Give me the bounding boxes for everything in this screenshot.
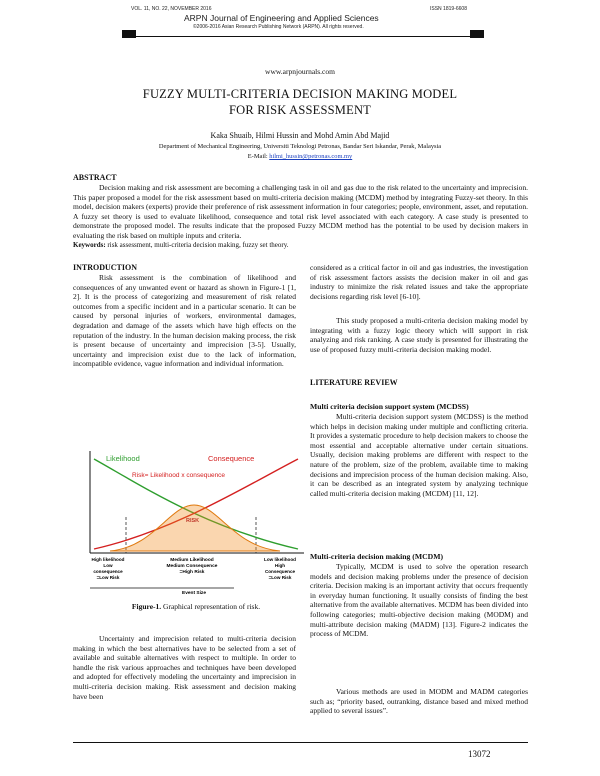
keywords-label: Keywords: [73,241,106,249]
email-link[interactable]: hilmi_hussin@petronas.com.my [269,153,353,160]
paper-title-line2: FOR RISK ASSESSMENT [228,103,372,117]
header-rule [128,36,478,37]
label-right-3: Consequence [264,569,296,574]
label-consequence: Consequence [208,454,255,463]
mcdss-heading: Multi criteria decision support system (MCDSS) [310,402,469,411]
label-left-4: =Low Risk [96,575,120,580]
copyright: ©2006-2016 Asian Research Publishing Network (ARPN). All rights reserved. [193,24,364,30]
mcdm-text-2: Various methods are used in MODM and MADM categories such as; “priority based, outranking, distance based and mixed method applied to several issues”. [310,687,528,716]
introduction-right-paragraph-2: This study proposed a multi-criteria decision making model by integrating with a fuzzy logic theory which will support in risk analyzing and risk ranking. A case study is presented for illustrating the use of proposed fuzzy multi-criteria decision making model. [310,316,528,354]
figure-caption-label: Figure-1. [131,602,162,611]
label-left-2: Low [103,563,113,568]
figure-risk-svg [84,447,308,598]
label-event-size: Event Size [182,591,206,596]
label-risk: RISK [186,518,200,524]
volume-line: VOL. 11, NO. 22, NOVEMBER 2016 [131,6,212,12]
literature-heading: LITERATURE REVIEW [310,378,398,387]
label-formula: Risk= Likelihood x consequence [132,472,226,479]
journal-name: ARPN Journal of Engineering and Applied Sciences [184,13,379,23]
header-rule-mark-right [470,30,484,38]
figure-caption [84,602,308,611]
label-mid-1: Medium Likelihood [170,558,214,563]
figure-risk-graph [84,447,308,598]
label-right-4: =Low Risk [268,575,292,580]
email-line [0,153,600,160]
website: www.arpnjournals.com [265,67,335,76]
introduction-right-paragraph-1: considered as a critical factor in oil and gas industries, the investigation of risk assessment factors assists the decision maker in oil and gas industry to minimize the risk related issues and take the appropriate decisions regarding risk level [6-10]. [310,263,528,301]
keywords-line [73,241,528,249]
label-left-3: consequence [93,569,123,574]
page-number: 13072 [468,749,491,759]
footer-rule [73,742,528,743]
mcdm-text: Typically, MCDM is used to solve the operation research models and decision making problems under the presence of decision criteria. Decision making is an important activity that occurs frequently in everyday human functioning. It usually consists of finding the best alternative from the available alternatives. MCDM has been divided into following categories; multi-objective decision making (MODM) and multi-attribute decision making (MADM) [13]. Figure-2 indicates the process of MCDM. [310,562,528,639]
authors: Kaka Shuaib, Hilmi Hussin and Mohd Amin Abd Majid [210,131,390,140]
introduction-paragraph-2: Uncertainty and imprecision related to multi-criteria decision making in which the best alternatives have to be selected from a set of available and suitable alternatives with respect to multiple. In order to handle the risk various approaches and techniques have been developed and adopted for effectively modeling the uncertainty and imprecision in multi-criteria decision making. Risk assessment and decision making have been [73,634,296,701]
label-right-2: High [274,563,286,568]
abstract-text: Decision making and risk assessment are becoming a challenging task in oil and gas due to the risk related to the uncertainty and imprecision. This paper proposed a model for the risk assessment based on multi-criteria decision making (MCDM) method by integrating Fuzzy-set theory. In this model, decision makers (experts) provide their preference of risk assessment information in four categories; people, environment, asset, and reputation. A fuzzy set theory is used to evaluate likelihood, consequence and total risk level associated with each category. A case study is presented to demonstrate the proposed model. The results indicate that the proposed Fuzzy MCDM method has the potential to be used by decision makers in evaluating the risk based on multiple inputs and criteria. [73,183,528,240]
abstract-heading: ABSTRACT [73,173,117,182]
affiliation: Department of Mechanical Engineering, Universiti Teknologi Petronas, Bandar Seri Iskandar, Perak, Malaysia [158,143,442,150]
introduction-heading: INTRODUCTION [73,263,138,272]
figure-caption-text: Graphical representation of risk. [161,602,261,611]
label-mid-3: =High Risk [179,570,205,575]
keywords-text: risk assessment, multi-criteria decision making, fuzzy set theory. [105,241,289,249]
label-left-1: High likelihood [91,557,125,562]
mcdss-text: Multi-criteria decision support system (MCDSS) is the method which helps in decision making under multiple and conflicting criteria. It provides a systematic procedure to help decision makers to choose the most essential and acceptable alternative under certain situations. Usually, decision making problems are different with respect to the nature of the problem, size of the problem, available time to making decisions and imprecision process of the human decision making. Also, it can be described as an integrated system by analyzing technique called multi-criteria decision making (MCDM) [11, 12]. [310,412,528,498]
label-mid-2: Medium Consequence [166,564,218,569]
label-right-1: Low likelihood [264,557,296,562]
label-likelihood: Likelihood [106,454,140,463]
introduction-paragraph-1: Risk assessment is the combination of likelihood and consequences of any unwanted event or hazard as shown in Figure-1 [1, 2]. It is the process of categorizing and measurement of risk related outcomes from a specific incident and in a particular scenario. It can be caused by personal injuries of workers, environmental damages, degradation and damage of the assets which have high effects on the reputation of the industry. In the human decision making process, the risk is present because of uncertainty and imprecision [3-5]. Usually, uncertainty and imprecision exist due to the lack of information, incompatible evidence, vague information and individual information. [73,273,296,369]
paper-title-line1: FUZZY MULTI-CRITERIA DECISION MAKING MODEL [142,87,458,101]
issn: ISSN 1819-6608 [430,6,467,12]
header-rule-mark-left [122,30,136,38]
email-label: E-Mail: [247,153,270,160]
mcdm-heading: Multi-criteria decision making (MCDM) [310,552,444,561]
